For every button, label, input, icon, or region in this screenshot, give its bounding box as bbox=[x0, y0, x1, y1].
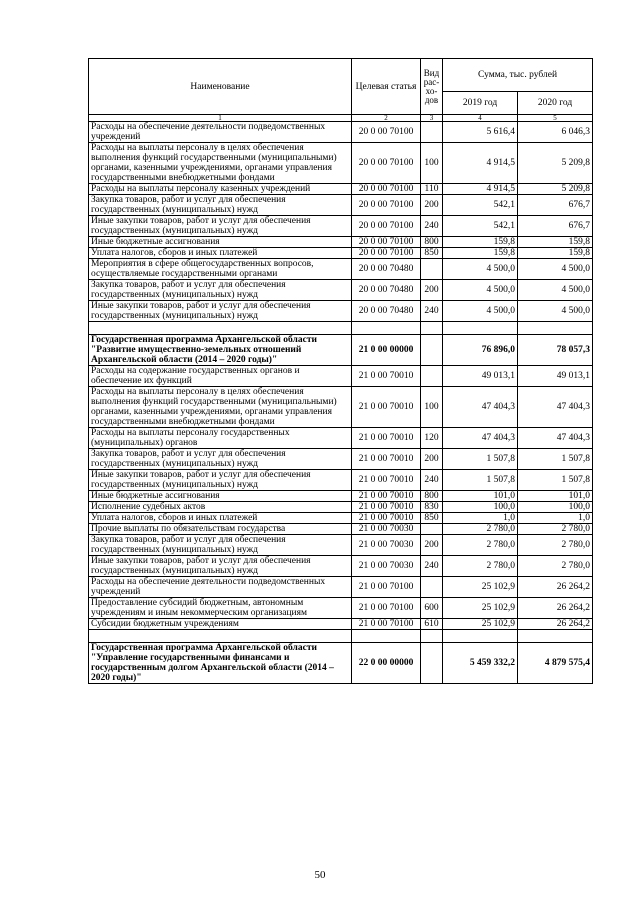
sum-2019-cell: 1 507,8 bbox=[443, 470, 518, 491]
sum-2019-cell: 25 102,9 bbox=[443, 619, 518, 630]
sum-2020-cell: 159,8 bbox=[518, 237, 593, 248]
program-row bbox=[89, 335, 593, 366]
table-row bbox=[89, 387, 593, 428]
sum-2019-cell: 25 102,9 bbox=[443, 577, 518, 598]
name-cell: Уплата налогов, сборов и иных платежей bbox=[89, 248, 352, 259]
expense-type-cell: 110 bbox=[421, 184, 443, 195]
table-row bbox=[89, 524, 593, 535]
expense-type-cell: 800 bbox=[421, 491, 443, 502]
column-number: 1 bbox=[89, 115, 352, 122]
target-article-cell: 20 0 00 70100 bbox=[352, 248, 421, 259]
name-cell: Закупка товаров, работ и услуг для обеспечения государственных (муниципальных) нужд bbox=[89, 195, 352, 216]
expense-type-cell bbox=[421, 335, 443, 366]
target-article-cell: 21 0 00 70030 bbox=[352, 535, 421, 556]
name-cell: Уплата налогов, сборов и иных платежей bbox=[89, 513, 352, 524]
target-article-cell: 21 0 00 70030 bbox=[352, 524, 421, 535]
name-cell: Иные закупки товаров, работ и услуг для обеспечения государственных (муниципальных) нужд bbox=[89, 216, 352, 237]
sum-2019-cell: 49 013,1 bbox=[443, 366, 518, 387]
table-row bbox=[89, 122, 593, 143]
name-cell: Расходы на выплаты персоналу в целях обеспечения выполнения функций государственными (муниципальными) органами, казенными учреждениями, органами управления государственными внебюджетными фондами bbox=[89, 143, 352, 184]
name-cell: Расходы на обеспечение деятельности подведомственных учреждений bbox=[89, 577, 352, 598]
name-cell: Исполнение судебных актов bbox=[89, 502, 352, 513]
page-number: 50 bbox=[314, 869, 326, 881]
name-cell: Государственная программа Архангельской области "Развитие имущественно-земельных отношений Архангельской области (2014 – 2020 годы)" bbox=[89, 335, 352, 366]
sum-2020-cell: 4 500,0 bbox=[518, 301, 593, 322]
name-cell: Расходы на выплаты персоналу государственных (муниципальных) органов bbox=[89, 428, 352, 449]
expense-type-cell: 830 bbox=[421, 502, 443, 513]
table-row bbox=[89, 280, 593, 301]
header-year-2019: 2019 год bbox=[443, 92, 518, 115]
sum-2019-cell: 4 500,0 bbox=[443, 301, 518, 322]
header-sum: Сумма, тыс. рублей bbox=[443, 59, 593, 92]
empty-cell bbox=[518, 322, 593, 335]
table-row bbox=[89, 259, 593, 280]
expense-type-cell: 200 bbox=[421, 535, 443, 556]
sum-2020-cell: 100,0 bbox=[518, 502, 593, 513]
target-article-cell: 21 0 00 70010 bbox=[352, 366, 421, 387]
expense-type-cell: 850 bbox=[421, 248, 443, 259]
expense-type-cell: 120 bbox=[421, 428, 443, 449]
column-number: 4 bbox=[443, 115, 518, 122]
header-target-article: Целевая статья bbox=[352, 59, 421, 115]
target-article-cell: 20 0 00 70100 bbox=[352, 122, 421, 143]
target-article-cell: 21 0 00 70030 bbox=[352, 556, 421, 577]
sum-2019-cell: 5 459 332,2 bbox=[443, 643, 518, 684]
target-article-cell: 20 0 00 70100 bbox=[352, 143, 421, 184]
sum-2019-cell: 1 507,8 bbox=[443, 449, 518, 470]
name-cell: Государственная программа Архангельской области "Управление государственными финансами и государственным долгом Архангельской области (2014 – 2020 годы)" bbox=[89, 643, 352, 684]
table-row bbox=[89, 216, 593, 237]
sum-2019-cell: 5 616,4 bbox=[443, 122, 518, 143]
table-row bbox=[89, 428, 593, 449]
expense-type-cell: 100 bbox=[421, 143, 443, 184]
expense-type-cell bbox=[421, 122, 443, 143]
sum-2020-cell: 4 500,0 bbox=[518, 280, 593, 301]
table-row bbox=[89, 502, 593, 513]
name-cell: Расходы на выплаты персоналу казенных учреждений bbox=[89, 184, 352, 195]
target-article-cell: 21 0 00 70100 bbox=[352, 577, 421, 598]
sum-2020-cell: 2 780,0 bbox=[518, 535, 593, 556]
empty-cell bbox=[518, 630, 593, 643]
table-row bbox=[89, 556, 593, 577]
column-number: 2 bbox=[352, 115, 421, 122]
empty-cell bbox=[443, 630, 518, 643]
sum-2020-cell: 49 013,1 bbox=[518, 366, 593, 387]
sum-2019-cell: 4 500,0 bbox=[443, 259, 518, 280]
empty-cell bbox=[421, 630, 443, 643]
table-row bbox=[89, 248, 593, 259]
target-article-cell: 21 0 00 70010 bbox=[352, 502, 421, 513]
table-row bbox=[89, 619, 593, 630]
expense-type-cell: 800 bbox=[421, 237, 443, 248]
table-row bbox=[89, 195, 593, 216]
name-cell: Иные бюджетные ассигнования bbox=[89, 491, 352, 502]
name-cell: Закупка товаров, работ и услуг для обеспечения государственных (муниципальных) нужд bbox=[89, 280, 352, 301]
sum-2020-cell: 4 879 575,4 bbox=[518, 643, 593, 684]
name-cell: Закупка товаров, работ и услуг для обеспечения государственных (муниципальных) нужд bbox=[89, 449, 352, 470]
target-article-cell: 20 0 00 70480 bbox=[352, 259, 421, 280]
target-article-cell: 22 0 00 00000 bbox=[352, 643, 421, 684]
sum-2019-cell: 2 780,0 bbox=[443, 535, 518, 556]
name-cell: Мероприятия в сфере общегосударственных вопросов, осуществляемые государственными органами bbox=[89, 259, 352, 280]
header-name: Наименование bbox=[89, 59, 352, 115]
sum-2020-cell: 26 264,2 bbox=[518, 619, 593, 630]
column-number: 3 bbox=[421, 115, 443, 122]
expense-type-cell bbox=[421, 643, 443, 684]
sum-2019-cell: 1,0 bbox=[443, 513, 518, 524]
sum-2019-cell: 47 404,3 bbox=[443, 428, 518, 449]
sum-2020-cell: 78 057,3 bbox=[518, 335, 593, 366]
expense-type-cell: 200 bbox=[421, 280, 443, 301]
header-expense-type: Вид рас-хо-дов bbox=[421, 59, 443, 115]
sum-2020-cell: 5 209,8 bbox=[518, 143, 593, 184]
target-article-cell: 21 0 00 00000 bbox=[352, 335, 421, 366]
expense-type-cell: 200 bbox=[421, 195, 443, 216]
name-cell: Расходы на содержание государственных органов и обеспечение их функций bbox=[89, 366, 352, 387]
sum-2020-cell: 676,7 bbox=[518, 216, 593, 237]
sum-2019-cell: 101,0 bbox=[443, 491, 518, 502]
table-row bbox=[89, 513, 593, 524]
expense-type-cell: 240 bbox=[421, 301, 443, 322]
sum-2020-cell: 47 404,3 bbox=[518, 387, 593, 428]
sum-2019-cell: 47 404,3 bbox=[443, 387, 518, 428]
sum-2020-cell: 101,0 bbox=[518, 491, 593, 502]
expense-type-cell bbox=[421, 524, 443, 535]
expense-type-cell: 200 bbox=[421, 449, 443, 470]
sum-2019-cell: 542,1 bbox=[443, 195, 518, 216]
sum-2020-cell: 2 780,0 bbox=[518, 556, 593, 577]
table-row bbox=[89, 237, 593, 248]
empty-cell bbox=[352, 630, 421, 643]
target-article-cell: 21 0 00 70010 bbox=[352, 470, 421, 491]
sum-2019-cell: 542,1 bbox=[443, 216, 518, 237]
header-year-2020: 2020 год bbox=[518, 92, 593, 115]
empty-cell bbox=[89, 630, 352, 643]
sum-2020-cell: 6 046,3 bbox=[518, 122, 593, 143]
name-cell: Прочие выплаты по обязательствам государства bbox=[89, 524, 352, 535]
sum-2019-cell: 76 896,0 bbox=[443, 335, 518, 366]
table-row bbox=[89, 184, 593, 195]
name-cell: Закупка товаров, работ и услуг для обеспечения государственных (муниципальных) нужд bbox=[89, 535, 352, 556]
table-row bbox=[89, 143, 593, 184]
name-cell: Расходы на выплаты персоналу в целях обеспечения выполнения функций государственными (муниципальными) органами, казенными учреждениями, органами управления государственными внебюджетными фондами bbox=[89, 387, 352, 428]
name-cell: Иные бюджетные ассигнования bbox=[89, 237, 352, 248]
sum-2020-cell: 26 264,2 bbox=[518, 598, 593, 619]
target-article-cell: 20 0 00 70100 bbox=[352, 184, 421, 195]
target-article-cell: 20 0 00 70100 bbox=[352, 195, 421, 216]
empty-cell bbox=[352, 322, 421, 335]
target-article-cell: 21 0 00 70010 bbox=[352, 491, 421, 502]
target-article-cell: 21 0 00 70010 bbox=[352, 513, 421, 524]
sum-2020-cell: 1 507,8 bbox=[518, 449, 593, 470]
target-article-cell: 20 0 00 70100 bbox=[352, 216, 421, 237]
target-article-cell: 20 0 00 70480 bbox=[352, 280, 421, 301]
name-cell: Субсидии бюджетным учреждениям bbox=[89, 619, 352, 630]
target-article-cell: 21 0 00 70100 bbox=[352, 598, 421, 619]
name-cell: Иные закупки товаров, работ и услуг для обеспечения государственных (муниципальных) нужд bbox=[89, 301, 352, 322]
expense-type-cell: 240 bbox=[421, 216, 443, 237]
sum-2019-cell: 2 780,0 bbox=[443, 556, 518, 577]
expense-type-cell: 600 bbox=[421, 598, 443, 619]
expense-type-cell bbox=[421, 366, 443, 387]
expense-type-cell: 610 bbox=[421, 619, 443, 630]
sum-2019-cell: 4 500,0 bbox=[443, 280, 518, 301]
table-row bbox=[89, 577, 593, 598]
expense-type-cell: 100 bbox=[421, 387, 443, 428]
expense-type-cell bbox=[421, 259, 443, 280]
spacer-row bbox=[89, 322, 593, 335]
expense-type-cell bbox=[421, 577, 443, 598]
target-article-cell: 21 0 00 70010 bbox=[352, 387, 421, 428]
expense-type-cell: 240 bbox=[421, 556, 443, 577]
sum-2020-cell: 1 507,8 bbox=[518, 470, 593, 491]
sum-2020-cell: 1,0 bbox=[518, 513, 593, 524]
name-cell: Расходы на обеспечение деятельности подведомственных учреждений bbox=[89, 122, 352, 143]
target-article-cell: 21 0 00 70010 bbox=[352, 449, 421, 470]
empty-cell bbox=[443, 322, 518, 335]
table-row bbox=[89, 449, 593, 470]
sum-2019-cell: 4 914,5 bbox=[443, 184, 518, 195]
sum-2019-cell: 25 102,9 bbox=[443, 598, 518, 619]
expense-type-cell: 240 bbox=[421, 470, 443, 491]
sum-2019-cell: 159,8 bbox=[443, 237, 518, 248]
sum-2020-cell: 676,7 bbox=[518, 195, 593, 216]
name-cell: Иные закупки товаров, работ и услуг для обеспечения государственных (муниципальных) нужд bbox=[89, 470, 352, 491]
sum-2019-cell: 4 914,5 bbox=[443, 143, 518, 184]
sum-2019-cell: 159,8 bbox=[443, 248, 518, 259]
table-body bbox=[89, 122, 593, 684]
program-row bbox=[89, 643, 593, 684]
target-article-cell: 21 0 00 70010 bbox=[352, 428, 421, 449]
sum-2020-cell: 47 404,3 bbox=[518, 428, 593, 449]
name-cell: Предоставление субсидий бюджетным, автономным учреждениям и иным некоммерческим организациям bbox=[89, 598, 352, 619]
table-row bbox=[89, 366, 593, 387]
target-article-cell: 20 0 00 70480 bbox=[352, 301, 421, 322]
table-row bbox=[89, 535, 593, 556]
target-article-cell: 21 0 00 70100 bbox=[352, 619, 421, 630]
sum-2020-cell: 159,8 bbox=[518, 248, 593, 259]
name-cell: Иные закупки товаров, работ и услуг для обеспечения государственных (муниципальных) нужд bbox=[89, 556, 352, 577]
sum-2020-cell: 26 264,2 bbox=[518, 577, 593, 598]
sum-2020-cell: 2 780,0 bbox=[518, 524, 593, 535]
table-row bbox=[89, 491, 593, 502]
sum-2020-cell: 5 209,8 bbox=[518, 184, 593, 195]
table-row bbox=[89, 470, 593, 491]
sum-2019-cell: 2 780,0 bbox=[443, 524, 518, 535]
sum-2019-cell: 100,0 bbox=[443, 502, 518, 513]
spacer-row bbox=[89, 630, 593, 643]
budget-table bbox=[88, 58, 593, 684]
empty-cell bbox=[421, 322, 443, 335]
table-row bbox=[89, 598, 593, 619]
expense-type-cell: 850 bbox=[421, 513, 443, 524]
empty-cell bbox=[89, 322, 352, 335]
column-number: 5 bbox=[518, 115, 593, 122]
target-article-cell: 20 0 00 70100 bbox=[352, 237, 421, 248]
sum-2020-cell: 4 500,0 bbox=[518, 259, 593, 280]
table-row bbox=[89, 301, 593, 322]
